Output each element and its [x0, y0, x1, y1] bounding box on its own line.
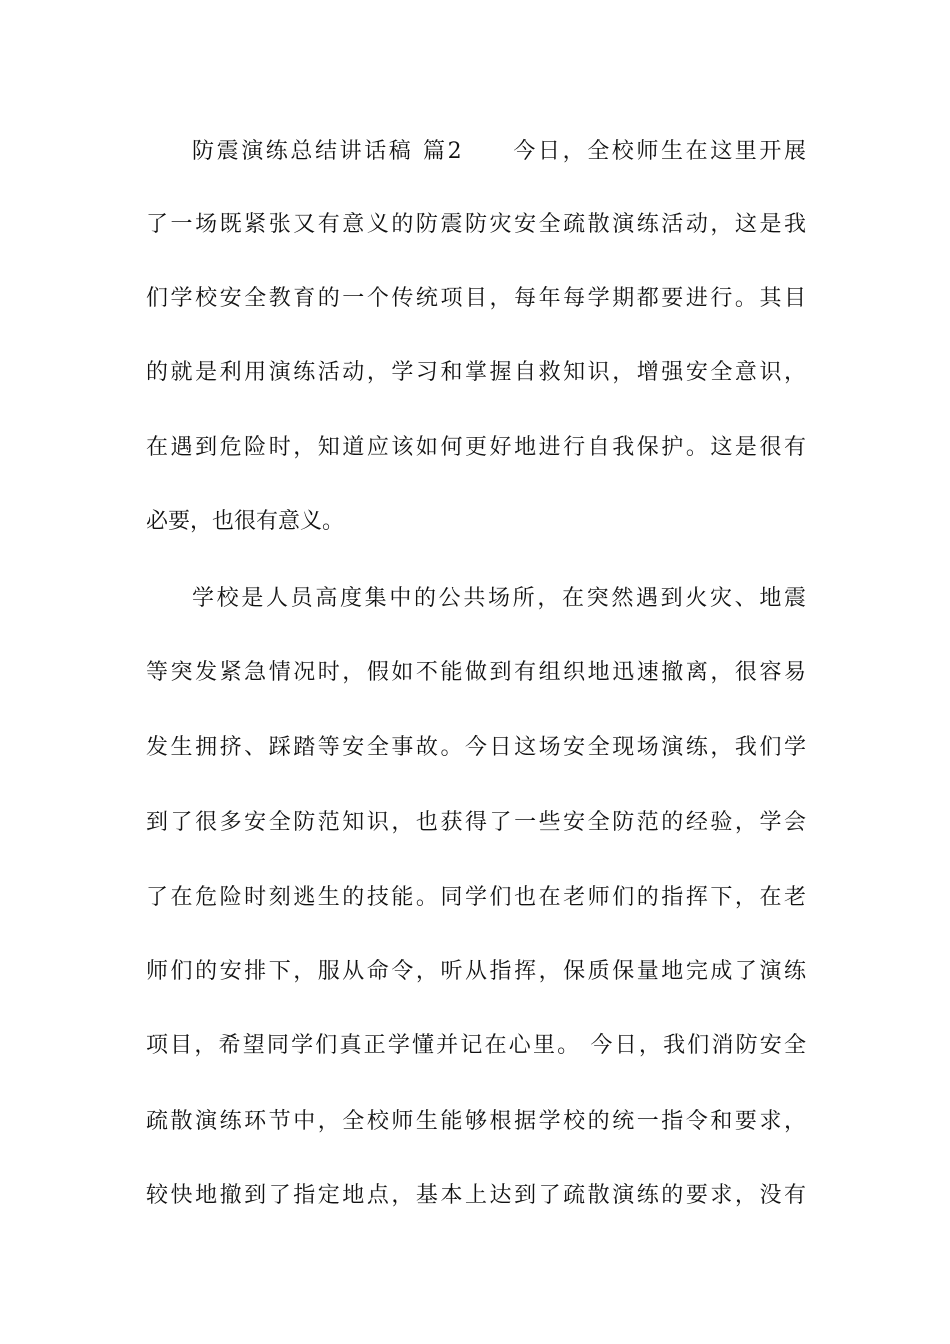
text-line: 较快地撤到了指定地点，基本上达到了疏散演练的要求，没有 [146, 1183, 806, 1208]
text-line: 必要，也很有意义。 [146, 509, 345, 534]
text-line: 疏散演练环节中，全校师生能够根据学校的统一指令和要求， [146, 1109, 806, 1134]
text-line: 了在危险时刻逃生的技能。同学们也在老师们的指挥下，在老 [146, 885, 806, 910]
text-line: 项目，希望同学们真正学懂并记在心里。 今日，我们消防安全 [146, 1033, 806, 1058]
text-line: 等突发紧急情况时，假如不能做到有组织地迅速撤离，很容易 [146, 660, 806, 685]
text-line: 在遇到危险时，知道应该如何更好地进行自我保护。这是很有 [146, 435, 806, 460]
text-line: 发生拥挤、踩踏等安全事故。今日这场安全现场演练，我们学 [146, 735, 806, 760]
text-line: 们学校安全教育的一个传统项目，每年每学期都要进行。其目 [146, 286, 806, 311]
text-line: 防震演练总结讲话稿 篇2 今日，全校师生在这里开展 [192, 139, 806, 164]
text-line: 到了很多安全防范知识，也获得了一些安全防范的经验，学会 [146, 810, 806, 835]
text-line: 师们的安排下，服从命令，听从指挥，保质保量地完成了演练 [146, 959, 806, 984]
text-line: 学校是人员高度集中的公共场所，在突然遇到火灾、地震 [192, 586, 806, 611]
text-line: 的就是利用演练活动，学习和掌握自救知识，增强安全意识， [146, 360, 806, 385]
text-line: 了一场既紧张又有意义的防震防灾安全疏散演练活动，这是我 [146, 212, 806, 237]
